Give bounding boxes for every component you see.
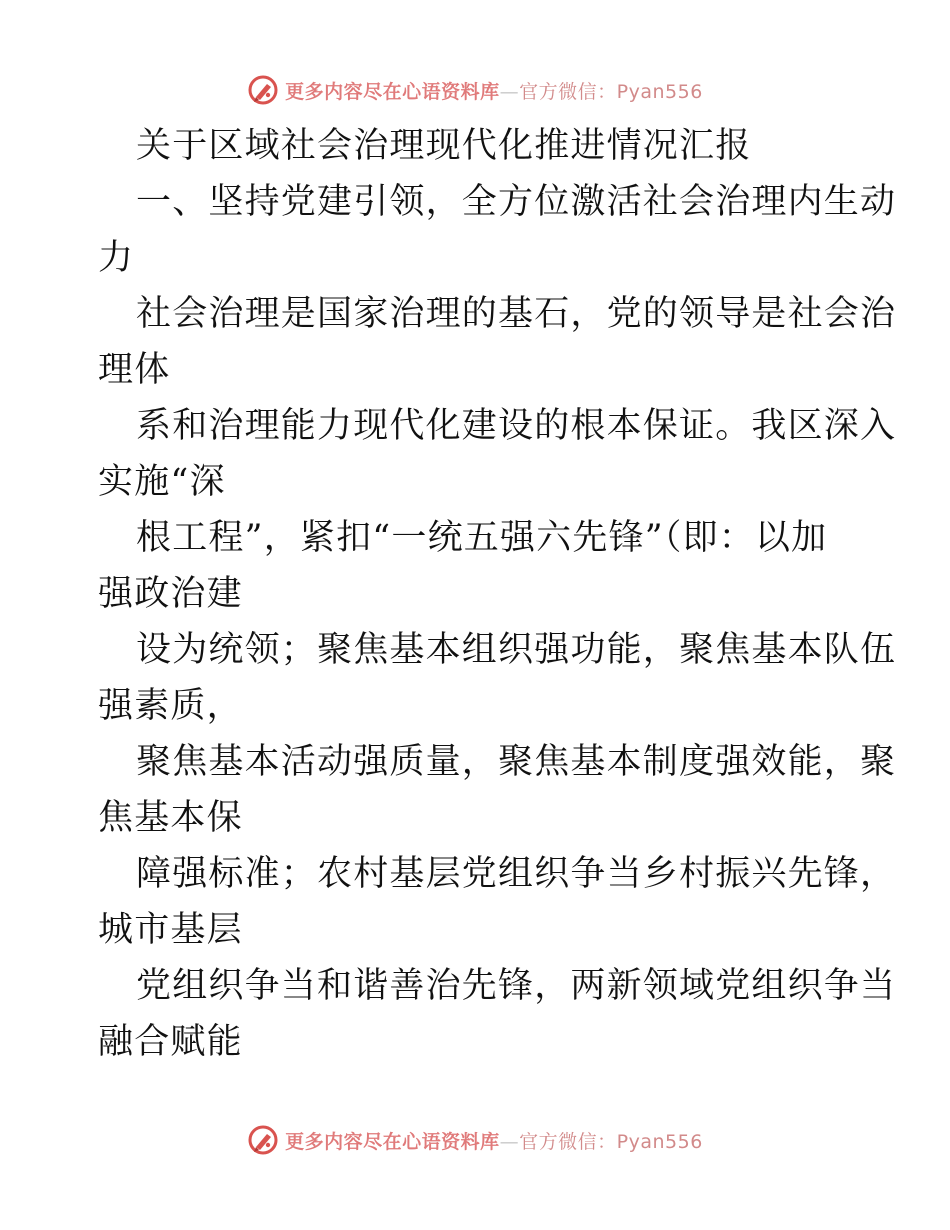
text-line: 强素质， [98,686,243,726]
watermark-contact: 官方微信：Pyan556 [519,80,703,103]
watermark-separator: — [499,1130,520,1153]
text-line: 力 [98,238,135,278]
text-line: 理体 [98,350,171,390]
document-title: 关于区域社会治理现代化推进情况汇报 [136,126,752,166]
text-line: 城市基层 [98,910,243,950]
pen-logo-icon [247,74,279,106]
watermark-main: 更多内容尽在心语资料库 [285,1130,500,1153]
footer-watermark [0,1120,950,1160]
watermark-separator: — [499,80,520,103]
watermark-group [247,1124,703,1156]
watermark-text [285,77,703,104]
header-watermark [0,70,950,110]
text-line: 根工程”，紧扣“一统五强六先锋”（即：以加 [136,518,828,558]
text-line: 融合赋能 [98,1022,243,1062]
text-line: 一、坚持党建引领，全方位激活社会治理内生动 [136,182,897,222]
text-line: 焦基本保 [98,798,243,838]
text-line: 系和治理能力现代化建设的根本保证。我区深入 [136,406,897,446]
text-line: 障强标准；农村基层党组织争当乡村振兴先锋， [136,854,897,894]
text-line: 设为统领；聚焦基本组织强功能，聚焦基本队伍 [136,630,897,670]
watermark-contact: 官方微信：Pyan556 [519,1130,703,1153]
watermark-group [247,74,703,106]
text-line: 党组织争当和谐善治先锋，两新领域党组织争当 [136,966,897,1006]
watermark-main: 更多内容尽在心语资料库 [285,80,500,103]
text-line: 社会治理是国家治理的基石，党的领导是社会治 [136,294,897,334]
watermark-text [285,1127,703,1154]
text-line: 聚焦基本活动强质量，聚焦基本制度强效能，聚 [136,742,897,782]
pen-logo-icon [247,1124,279,1156]
text-line: 强政治建 [98,574,243,614]
document-body [98,118,897,1070]
text-line: 实施“深 [98,462,226,502]
